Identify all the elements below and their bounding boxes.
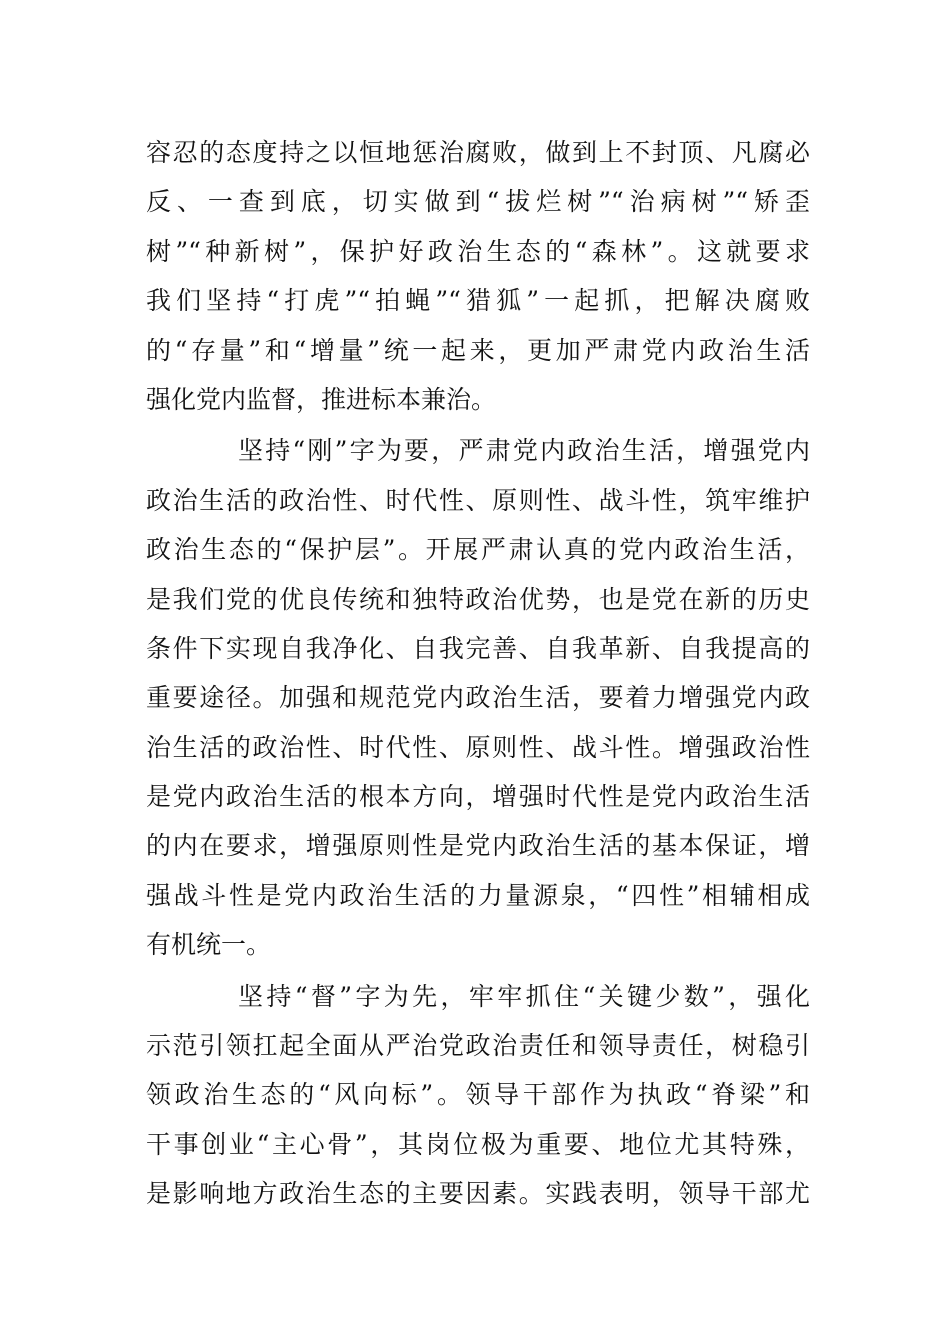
document-body	[146, 128, 810, 1219]
text-line: 坚持“督”字为先，牢牢抓住“关键少数”，强化	[238, 981, 810, 1011]
text-line: 我们坚持“打虎”“拍蝇”“猎狐”一起抓，把解决腐败	[146, 286, 810, 316]
text-line: 容忍的态度持之以恒地惩治腐败，做到上不封顶、凡腐必	[146, 138, 810, 167]
paragraph-1	[146, 128, 810, 424]
text-line: 是我们党的优良传统和独特政治优势，也是党在新的历史	[146, 584, 810, 614]
text-line: 有机统一。	[146, 930, 272, 960]
text-line: 条件下实现自我净化、自我完善、自我革新、自我提高的	[146, 633, 810, 663]
text-line: 治生活的政治性、时代性、原则性、战斗性。增强政治性	[146, 732, 810, 762]
text-line: 政治生活的政治性、时代性、原则性、战斗性，筑牢维护	[146, 485, 810, 515]
text-line: 是党内政治生活的根本方向，增强时代性是党内政治生活	[146, 782, 810, 812]
paragraph-2	[146, 426, 810, 969]
text-line: 树”“种新树”，保护好政治生态的“森林”。这就要求	[146, 236, 810, 266]
text-line: 干事创业“主心骨”，其岗位极为重要、地位尤其特殊，	[146, 1129, 810, 1159]
text-line: 重要途径。加强和规范党内政治生活，要着力增强党内政	[146, 683, 810, 713]
paragraph-3	[146, 972, 810, 1219]
text-line: 示范引领扛起全面从严治党政治责任和领导责任，树稳引	[146, 1031, 810, 1061]
text-line: 政治生态的“保护层”。开展严肃认真的党内政治生活，	[146, 535, 810, 565]
text-line: 坚持“刚”字为要，严肃党内政治生活，增强党内	[238, 436, 810, 466]
text-line: 的内在要求，增强原则性是党内政治生活的基本保证，增	[146, 831, 810, 861]
text-line: 的“存量”和“增量”统一起来，更加严肃党内政治生活	[146, 335, 810, 365]
text-line: 是影响地方政治生态的主要因素。实践表明，领导干部尤	[146, 1179, 810, 1209]
text-line: 强战斗性是党内政治生活的力量源泉，“四性”相辅相成	[146, 880, 810, 910]
text-line: 反、一查到底，切实做到“拔烂树”“治病树”“矫歪	[146, 187, 810, 217]
text-line: 强化党内监督，推进标本兼治。	[146, 384, 497, 414]
text-line: 领政治生态的“风向标”。领导干部作为执政“脊梁”和	[146, 1080, 810, 1110]
